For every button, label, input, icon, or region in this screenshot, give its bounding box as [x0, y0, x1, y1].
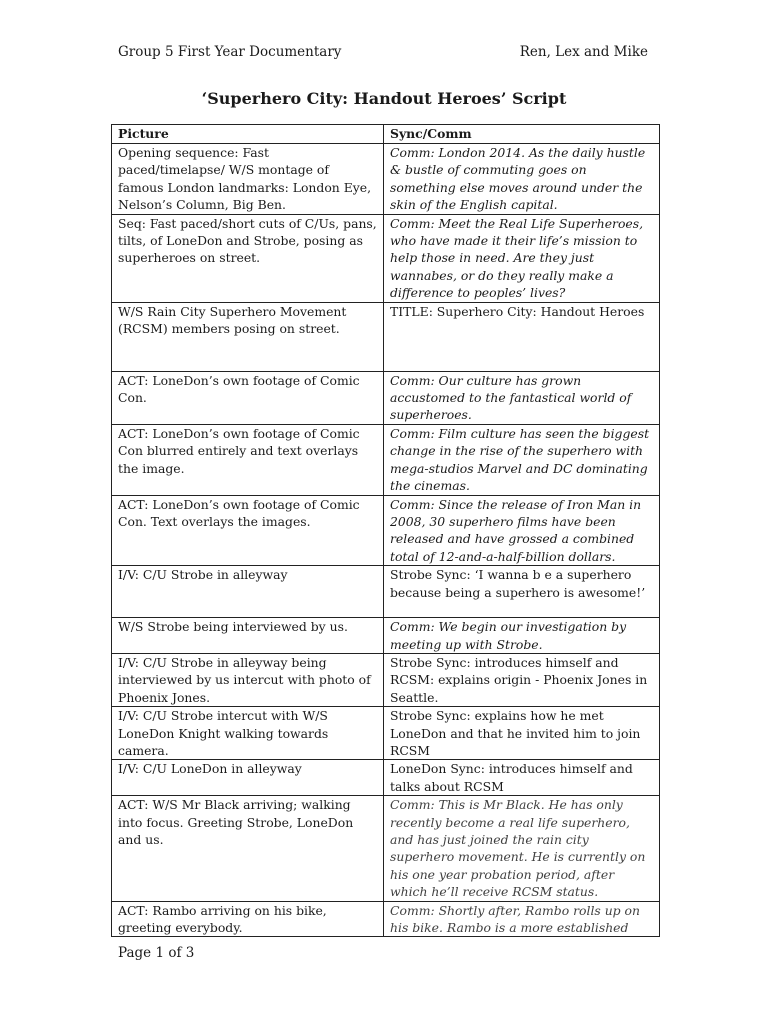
table-row: [112, 495, 660, 566]
table-row: [112, 302, 660, 371]
table-row: [112, 424, 660, 495]
sync-cell: LoneDon Sync: introduces himself and talks about RCSM: [384, 760, 660, 796]
sync-cell: Strobe Sync: explains how he met LoneDon and that he invited him to join RCSM: [384, 707, 660, 760]
comm-label: Comm:: [390, 797, 435, 813]
comm-label: Comm:: [390, 902, 435, 918]
sync-cell: Comm: Our culture has grown accustomed to the fantastical world of superheroes.: [384, 371, 660, 424]
picture-cell: ACT: LoneDon’s own footage of Comic Con. Text overlays the images.: [112, 495, 384, 566]
picture-cell: ACT: W/S Mr Black arriving; walking into focus. Greeting Strobe, LoneDon and us.: [112, 796, 384, 901]
picture-cell: I/V: C/U Strobe in alleyway: [112, 566, 384, 618]
script-table: [111, 124, 660, 937]
sync-cell: Comm: Film culture has seen the biggest change in the rise of the superhero with mega-studios Marvel and DC dominating the cinemas.: [384, 424, 660, 495]
picture-cell: Opening sequence: Fast paced/timelapse/ W/S montage of famous London landmarks: London Eye, Nelson’s Column, Big Ben.: [112, 144, 384, 215]
table-row: [112, 760, 660, 796]
picture-cell: I/V: C/U Strobe intercut with W/S LoneDon Knight walking towards camera.: [112, 707, 384, 760]
picture-cell: ACT: LoneDon’s own footage of Comic Con blurred entirely and text overlays the image.: [112, 424, 384, 495]
column-header-picture: Picture: [112, 125, 384, 144]
table-row: [112, 618, 660, 654]
document-title: ‘Superhero City: Handout Heroes’ Script: [201, 89, 567, 108]
sync-cell: Comm: Since the release of Iron Man in 2008, 30 superhero films have been released and have grossed a combined total of 12-and-a-half-billion dollars.: [384, 495, 660, 566]
page-footer: [118, 945, 194, 961]
sync-cell: [384, 796, 660, 901]
sync-cell: TITLE: Superhero City: Handout Heroes: [384, 302, 660, 371]
table-header-row: [112, 125, 660, 144]
sync-cell: Strobe Sync: ‘I wanna b e a superhero because being a superhero is awesome!’: [384, 566, 660, 618]
table-row: [112, 796, 660, 901]
sync-cell: [384, 901, 660, 937]
picture-cell: W/S Strobe being interviewed by us.: [112, 618, 384, 654]
header-right: Ren, Lex and Mike: [519, 44, 648, 60]
comm-text: This is Mr Black. He has only recently become a real life superhero, and has just joined the rain city superhero movement. He is currently on his one year probation period, after which he’ll receive RCSM status.: [390, 797, 646, 900]
table-row: [112, 214, 660, 302]
picture-cell: I/V: C/U LoneDon in alleyway: [112, 760, 384, 796]
header-left: Group 5 First Year Documentary: [118, 44, 342, 60]
sync-cell: Comm: Meet the Real Life Superheroes, who have made it their life’s mission to help those in need. Are they just wannabes, or do they really make a difference to peoples’ lives?: [384, 214, 660, 302]
table-row: [112, 144, 660, 215]
table-row: [112, 371, 660, 424]
sync-cell: Strobe Sync: introduces himself and RCSM: explains origin - Phoenix Jones in Seattle.: [384, 653, 660, 706]
table-row: [112, 566, 660, 618]
picture-cell: I/V: C/U Strobe in alleyway being interviewed by us intercut with photo of Phoenix Jones.: [112, 653, 384, 706]
picture-cell: ACT: LoneDon’s own footage of Comic Con.: [112, 371, 384, 424]
picture-cell: W/S Rain City Superhero Movement (RCSM) members posing on street.: [112, 302, 384, 371]
table-row: [112, 653, 660, 706]
picture-cell: ACT: Rambo arriving on his bike, greeting everybody.: [112, 901, 384, 937]
page-number: Page 1 of 3: [118, 945, 195, 961]
comm-text: Shortly after, Rambo rolls up on his bike. Rambo is a more established: [390, 902, 640, 936]
picture-cell: Seq: Fast paced/short cuts of C/Us, pans, tilts, of LoneDon and Strobe, posing as superheroes on street.: [112, 214, 384, 302]
sync-cell: Comm: London 2014. As the daily hustle & bustle of commuting goes on something else moves around under the skin of the English capital.: [384, 144, 660, 215]
table-row: [112, 707, 660, 760]
column-header-sync: Sync/Comm: [384, 125, 660, 144]
sync-cell: Comm: We begin our investigation by meeting up with Strobe.: [384, 618, 660, 654]
table-row: [112, 901, 660, 937]
